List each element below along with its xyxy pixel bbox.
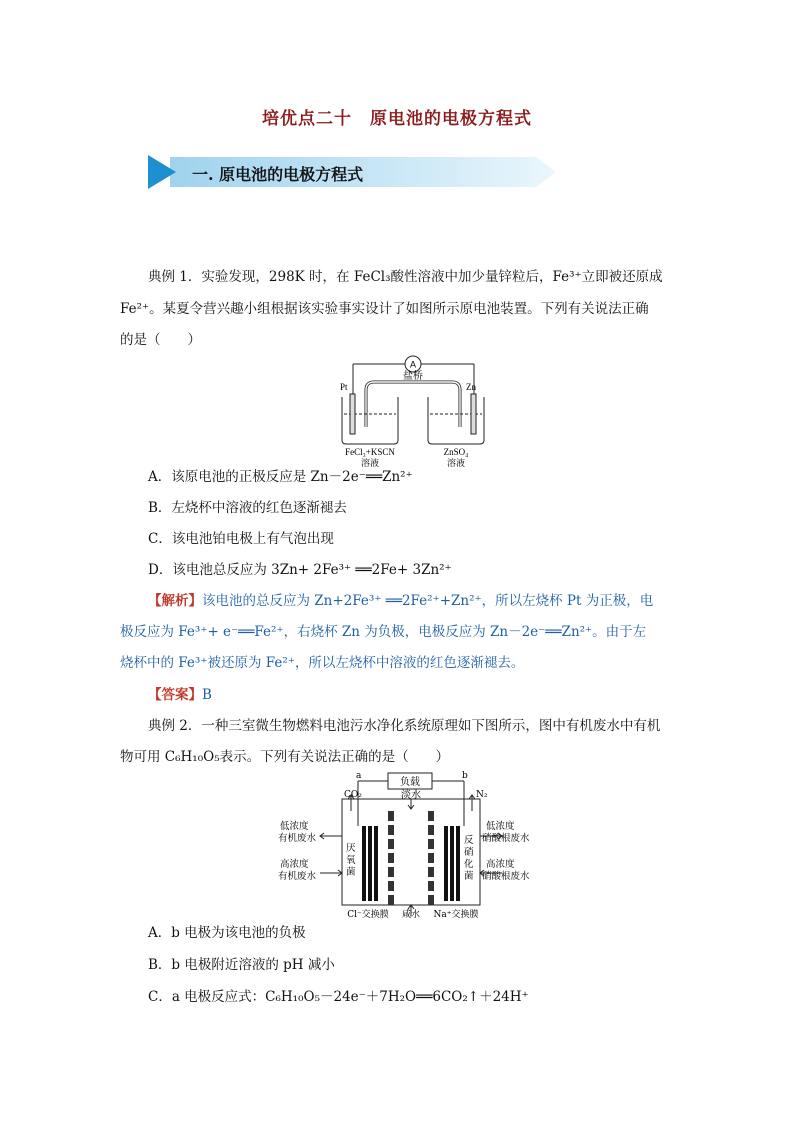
left-solution-label: FeCl₃+KSCN xyxy=(345,447,395,457)
anaerobe-char-1: 厌 xyxy=(346,843,356,854)
ex1-option-d: D．该电池总反应为 3Zn+ 2Fe³⁺ ══2Fe+ 3Zn²⁺ xyxy=(148,562,452,578)
page-title: 培优点二十 原电池的电极方程式 xyxy=(262,109,532,129)
answer-tag: 【答案】 xyxy=(148,687,202,703)
salt-water-label: 咸水 xyxy=(401,910,421,920)
low-nitrate-label-2: 硝酸根废水 xyxy=(482,833,530,844)
high-nitrate-label-1: 高浓度 xyxy=(486,859,515,870)
low-organic-label-1: 低浓度 xyxy=(280,821,309,832)
ex2-option-c: C．a 电极反应式：C₆H₁₀O₅－24e⁻＋7H₂O══6CO₂↑＋24H⁺ xyxy=(148,989,529,1005)
ex1-label: 典例 1． xyxy=(148,269,202,285)
section-title: 一. 原电池的电极方程式 xyxy=(192,165,364,184)
ex1-analysis-line-3: 烧杯中的 Fe³⁺被还原为 Fe²⁺，所以左烧杯中溶液的红色逐渐褪去。 xyxy=(120,655,525,671)
anaerobe-char-3: 菌 xyxy=(346,867,356,878)
zn-label: Zn xyxy=(466,382,476,392)
fresh-water-label: 淡水 xyxy=(401,790,421,801)
ex2-stem-a: 一种三室微生物燃料电池污水净化系统原理如下图所示，图中有机废水中有机 xyxy=(201,718,661,734)
ex2-stem-line-2: 物可用 C₆H₁₀O₅表示。下列有关说法正确的是（ ） xyxy=(120,749,450,765)
load-label: 负载 xyxy=(400,777,420,788)
denitri-char-2: 硝 xyxy=(464,847,474,858)
cl-membrane-label: Cl⁻交换膜 xyxy=(347,910,389,920)
ex1-stem-line-2: Fe²⁺。某夏令营兴趣小组根据该实验事实设计了如图所示原电池装置。下列有关说法正确 xyxy=(120,301,649,317)
analysis-text-1: 该电池的总反应为 Zn+2Fe³⁺ ══2Fe²⁺+Zn²⁺，所以左烧杯 Pt 为正极，电 xyxy=(202,593,654,609)
denitri-char-4: 菌 xyxy=(464,871,474,882)
ex2-stem-line-1 xyxy=(120,711,680,742)
ex1-answer xyxy=(120,680,680,711)
right-solution-label: ZnSO₄ xyxy=(443,447,469,457)
ex2-label: 典例 2． xyxy=(148,718,202,734)
ex1-stem-a: 实验发现，298K 时，在 FeCl₃酸性溶液中加少量锌粒后，Fe³⁺立即被还原成 xyxy=(201,269,663,285)
left-solution-label-2: 溶液 xyxy=(360,459,380,469)
low-nitrate-label-1: 低浓度 xyxy=(486,821,515,832)
salt-bridge-label: 盐桥 xyxy=(403,371,423,382)
pt-label: Pt xyxy=(340,382,348,392)
ex2-option-b: B．b 电极附近溶液的 pH 减小 xyxy=(148,957,335,973)
na-membrane-label: Na⁺交换膜 xyxy=(433,910,479,920)
denitri-char-1: 反 xyxy=(464,835,474,846)
high-organic-label-1: 高浓度 xyxy=(280,859,309,870)
ex1-analysis-line-1 xyxy=(120,586,680,617)
anaerobe-char-2: 氧 xyxy=(346,855,356,866)
ex2-option-a: A．b 电极为该电池的负极 xyxy=(148,925,306,941)
ammeter-label: A xyxy=(409,359,417,370)
electrode-a-label: a xyxy=(356,771,362,781)
denitri-char-3: 化 xyxy=(464,859,474,870)
high-nitrate-label-2: 硝酸根废水 xyxy=(482,871,530,882)
ex1-figure xyxy=(338,352,488,469)
low-organic-label-2: 有机废水 xyxy=(278,833,317,844)
ex1-stem-line-1 xyxy=(120,262,680,293)
ex1-option-b: B．左烧杯中溶液的红色逐渐褪去 xyxy=(148,500,347,516)
electrode-b-label: b xyxy=(462,771,468,781)
n2-label: N₂ xyxy=(476,790,488,800)
ex1-option-c: C．该电池铂电极上有气泡出现 xyxy=(148,531,334,547)
high-organic-label-2: 有机废水 xyxy=(278,871,317,882)
ex1-stem-line-3: 的是（ ） xyxy=(120,332,201,348)
right-solution-label-2: 溶液 xyxy=(446,459,466,469)
analysis-tag: 【解析】 xyxy=(148,593,202,609)
section-banner xyxy=(148,155,558,189)
ex1-analysis-line-2: 极反应为 Fe³⁺+ e⁻══Fe²⁺，右烧杯 Zn 为负极，电极反应为 Zn－2e⁻══Zn²⁺。由于左 xyxy=(120,624,647,640)
answer-value: B xyxy=(202,687,212,703)
co2-label: CO₂ xyxy=(344,790,362,800)
ex1-option-a: A．该原电池的正极反应是 Zn－2e⁻══Zn²⁺ xyxy=(148,469,413,485)
ex2-figure xyxy=(276,771,548,921)
